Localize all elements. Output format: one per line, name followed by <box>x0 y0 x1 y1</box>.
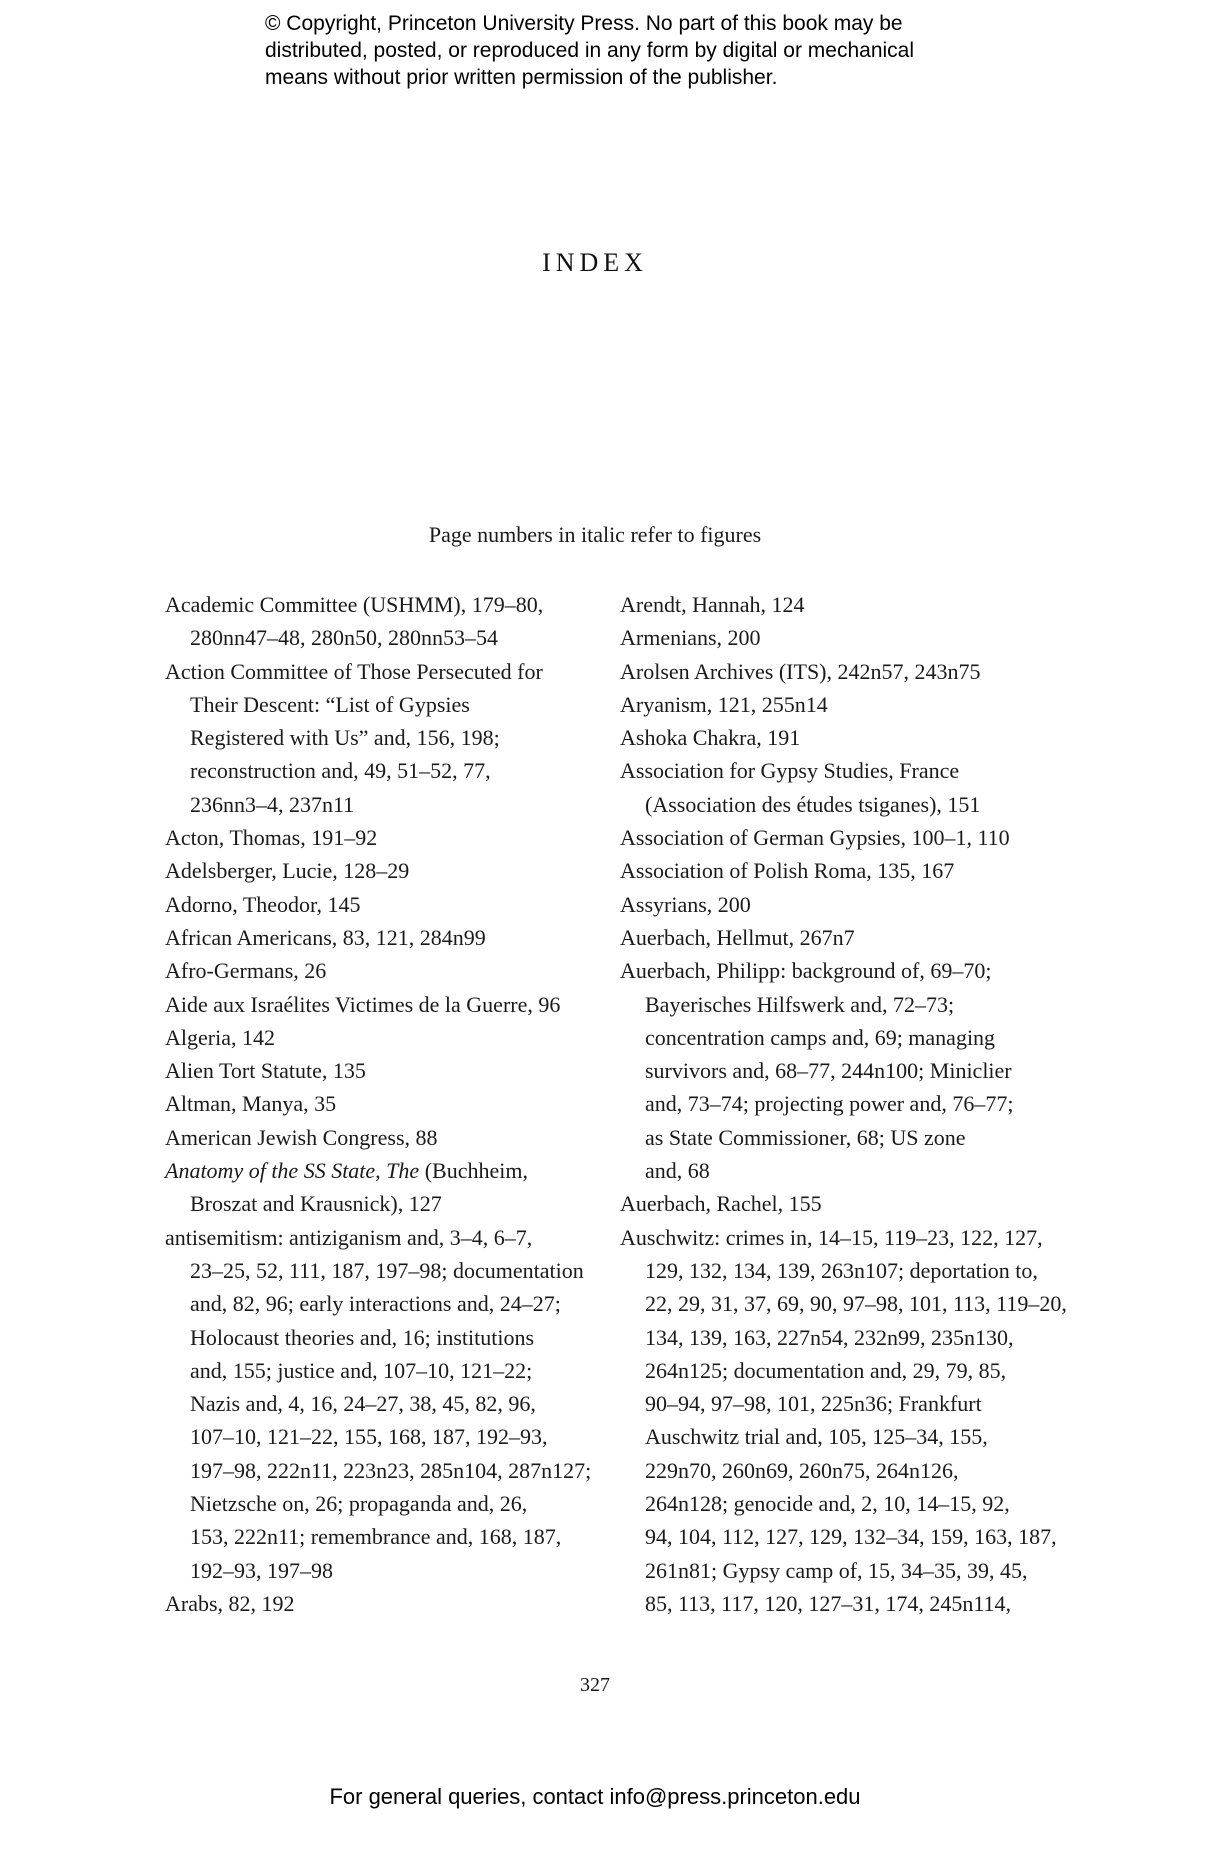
index-entry-line: and, 155; justice and, 107–10, 121–22; <box>190 1357 533 1383</box>
footer-contact: For general queries, contact info@press.princeton.edu <box>329 1784 861 1809</box>
index-entry-line: Adorno, Theodor, 145 <box>165 891 361 917</box>
index-entry-line: Auerbach, Rachel, 155 <box>620 1191 822 1217</box>
index-entry-line: Holocaust theories and, 16; institutions <box>190 1324 535 1350</box>
index-entry-line: 23–25, 52, 111, 187, 197–98; documentation <box>190 1257 584 1283</box>
index-entry-line: and, 82, 96; early interactions and, 24–27; <box>190 1291 561 1317</box>
index-entry-line: African Americans, 83, 121, 284n99 <box>165 924 486 950</box>
copyright-line: means without prior written permission of the publisher. <box>265 66 778 89</box>
index-entry-line: Auerbach, Hellmut, 267n7 <box>620 924 855 950</box>
index-entry-line: 197–98, 222n11, 223n23, 285n104, 287n127; <box>190 1457 592 1483</box>
index-entry-line: Acton, Thomas, 191–92 <box>165 825 378 851</box>
index-entry-line: Academic Committee (USHMM), 179–80, <box>165 592 544 617</box>
index-entry-line: Nietzsche on, 26; propaganda and, 26, <box>190 1491 528 1517</box>
index-entry-line: Algeria, 142 <box>165 1024 275 1050</box>
index-entry-line: 129, 132, 134, 139, 263n107; deportation to, <box>645 1257 1038 1283</box>
index-entry-line: 107–10, 121–22, 155, 168, 187, 192–93, <box>190 1424 548 1450</box>
index-entry-line: 192–93, 197–98 <box>190 1557 333 1583</box>
index-entry-line: 280nn47–48, 280n50, 280nn53–54 <box>190 625 498 651</box>
index-entry-line: Registered with Us” and, 156, 198; <box>190 725 500 751</box>
index-entry-line: Arendt, Hannah, 124 <box>620 592 805 617</box>
index-entry-line: Alien Tort Statute, 135 <box>165 1058 366 1084</box>
index-entry-line: 90–94, 97–98, 101, 225n36; Frankfurt <box>645 1391 982 1417</box>
index-entry-line: Arabs, 82, 192 <box>165 1590 295 1616</box>
index-entry-line: Armenians, 200 <box>620 625 761 651</box>
index-entry-line: (Association des études tsiganes), 151 <box>645 791 981 817</box>
index-entry-line: 261n81; Gypsy camp of, 15, 34–35, 39, 45, <box>645 1557 1028 1583</box>
index-entry-line: Auschwitz trial and, 105, 125–34, 155, <box>645 1424 988 1450</box>
index-entry-line: Ashoka Chakra, 191 <box>620 725 801 751</box>
index-entry-line: 264n125; documentation and, 29, 79, 85, <box>645 1357 1007 1383</box>
index-entry-line: 153, 222n11; remembrance and, 168, 187, <box>190 1524 562 1550</box>
index-entry-line: antisemitism: antiziganism and, 3–4, 6–7, <box>165 1224 533 1250</box>
index-note: Page numbers in italic refer to figures <box>428 522 762 547</box>
index-entry-line: Association of Polish Roma, 135, 167 <box>620 858 955 884</box>
index-column-left <box>165 588 592 1620</box>
index-entry-line: 85, 113, 117, 120, 127–31, 174, 245n114, <box>645 1590 1012 1616</box>
index-entry-line: Auerbach, Philipp: background of, 69–70; <box>620 958 992 984</box>
page-title: INDEX <box>542 248 648 277</box>
index-entry-line: Aryanism, 121, 255n14 <box>620 691 828 717</box>
index-column-right <box>620 588 1067 1620</box>
index-entry-line: 236nn3–4, 237n11 <box>190 791 355 817</box>
index-entry-line: reconstruction and, 49, 51–52, 77, <box>190 758 491 784</box>
index-entry-italic-title: Anatomy of the SS State, The <box>165 1158 420 1184</box>
index-entry-line: Aide aux Israélites Victimes de la Guerre, 96 <box>165 991 561 1017</box>
index-entry-line: 22, 29, 31, 37, 69, 90, 97–98, 101, 113, 119–20, <box>645 1291 1067 1317</box>
copyright-line: distributed, posted, or reproduced in any form by digital or mechanical <box>265 39 915 62</box>
index-entry-line: Bayerisches Hilfswerk and, 72–73; <box>645 991 955 1017</box>
index-entry-line: Auschwitz: crimes in, 14–15, 119–23, 122, 127, <box>620 1224 1043 1250</box>
index-entry-line: Nazis and, 4, 16, 24–27, 38, 45, 82, 96, <box>190 1391 536 1417</box>
index-entry-line: Assyrians, 200 <box>620 891 751 917</box>
index-entry-line: Altman, Manya, 35 <box>165 1091 337 1117</box>
index-entry-line: American Jewish Congress, 88 <box>165 1124 438 1150</box>
copyright-notice <box>265 10 1025 91</box>
index-entry-line: as State Commissioner, 68; US zone <box>645 1124 966 1150</box>
index-entry-line: Association of German Gypsies, 100–1, 110 <box>620 825 1010 851</box>
index-entry-line <box>165 1154 580 1187</box>
index-entry-line: 94, 104, 112, 127, 129, 132–34, 159, 163, 187, <box>645 1524 1057 1550</box>
index-entry-line: concentration camps and, 69; managing <box>645 1024 996 1050</box>
index-entry-line: Arolsen Archives (ITS), 242n57, 243n75 <box>620 658 981 684</box>
index-entry-line: Broszat and Krausnick), 127 <box>190 1191 442 1217</box>
index-entry-text: (Buchheim, <box>419 1158 528 1184</box>
index-entry-line: 134, 139, 163, 227n54, 232n99, 235n130, <box>645 1324 1014 1350</box>
index-entry-line: survivors and, 68–77, 244n100; Miniclier <box>645 1058 1012 1084</box>
page-number: 327 <box>580 1674 610 1696</box>
index-entry-line: Association for Gypsy Studies, France <box>620 758 960 784</box>
index-entry-line: 229n70, 260n69, 260n75, 264n126, <box>645 1457 959 1483</box>
index-entry-line: Action Committee of Those Persecuted for <box>165 658 543 684</box>
copyright-line: © Copyright, Princeton University Press. No part of this book may be <box>265 12 903 35</box>
index-entry-line: Their Descent: “List of Gypsies <box>190 691 470 717</box>
index-entry-line: Adelsberger, Lucie, 128–29 <box>165 858 410 884</box>
index-entry-line: and, 68 <box>645 1158 710 1184</box>
index-entry-line: 264n128; genocide and, 2, 10, 14–15, 92, <box>645 1491 1010 1517</box>
index-entry-line: and, 73–74; projecting power and, 76–77; <box>645 1091 1014 1117</box>
index-entry-line: Afro-Germans, 26 <box>165 958 327 984</box>
